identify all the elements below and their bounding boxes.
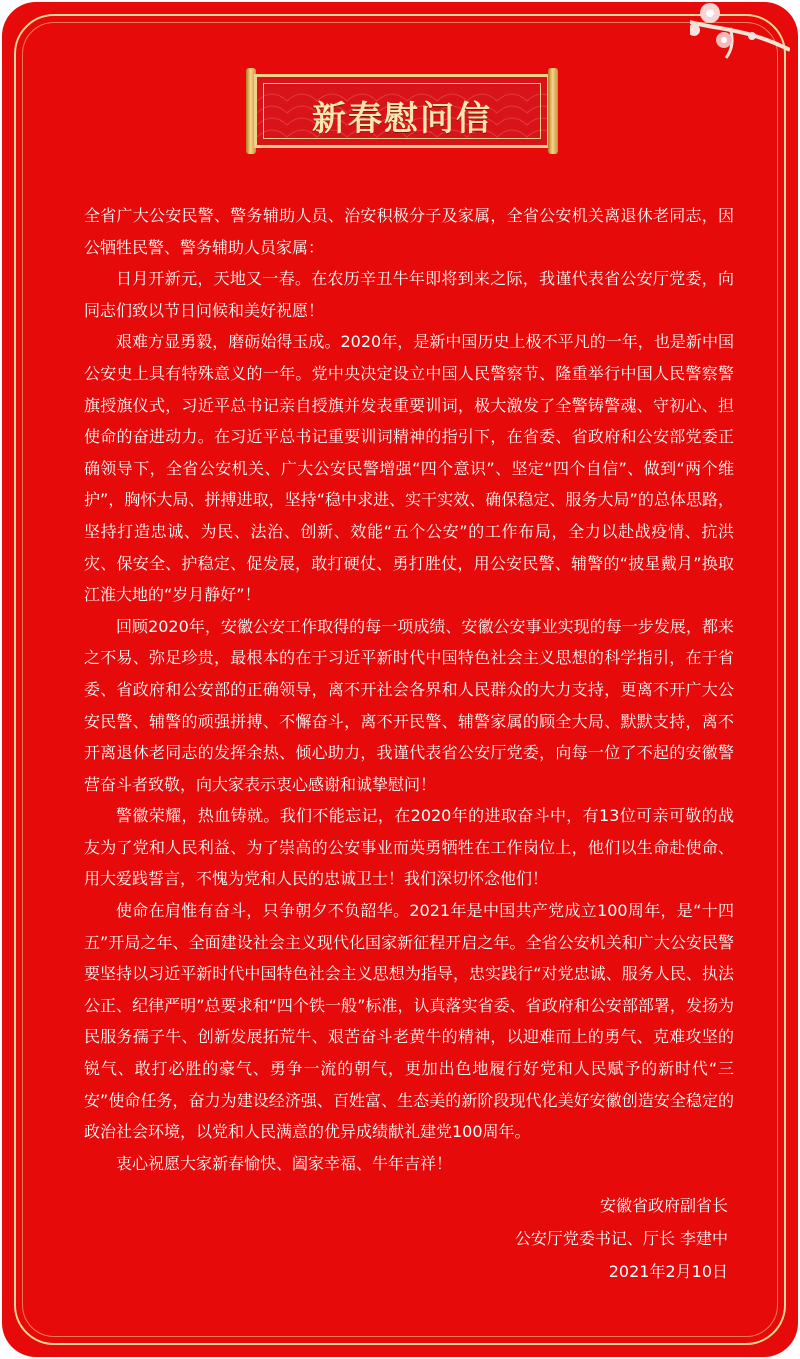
banner-title: 新春慰问信 [312,99,492,139]
paragraph: 警徽荣耀，热血铸就。我们不能忘记，在2020年的进取奋斗中，有13位可亲可敬的战友为了党和人民利益、为了崇高的公安事业而英勇牺牲在工作岗位上，他们以生命赴使命、用大爱践誓言，不愧为党和人民的忠诚卫士！我们深切怀念他们！ [84,806,734,889]
paragraph: 日月开新元，天地又一春。在农历辛丑牛年即将到来之际，我谨代表省公安厅党委，向同志们致以节日问候和美好祝愿！ [84,269,734,320]
closing-wish: 衷心祝愿大家新春愉快、阖家幸福、牛年吉祥！ [116,1153,453,1173]
salutation: 全省广大公安民警、警务辅助人员、治安积极分子及家属，全省公安机关离退休老同志，因公牺牲民警、警务辅助人员家属： [84,206,734,257]
paragraph: 艰难方显勇毅，磨砺始得玉成。2020年，是新中国历史上极不平凡的一年，也是新中国公安史上具有特殊意义的一年。党中央决定设立中国人民警察节、隆重举行中国人民警察警旗授旗仪式，习近平总书记亲自授旗并发表重要训词，极大激发了全警铸警魂、守初心、担使命的奋进动力。在习近平总书记重要训词精神的指引下，在省委、省政府和公安部党委正确领导下，全省公安机关、广大公安民警增强“四个意识”、坚定“四个自信”、做到“两个维护”，胸怀大局、拼搏进取，坚持“稳中求进、实干实效、确保稳定、服务大局”的总体思路，坚持打造忠诚、为民、法治、创新、效能“五个公安”的工作布局，全力以赴战疫情、抗洪灾、保安全、护稳定、促发展，敢打硬仗、勇打胜仗，用公安民警、辅警的“披星戴月”换取江淮大地的“岁月静好”！ [84,332,734,605]
signature-date: 2021年2月10日 [608,1262,728,1281]
paragraph: 回顾2020年，安徽公安工作取得的每一项成绩、安徽公安事业实现的每一步发展，都来之不易、弥足珍贵，最根本的在于习近平新时代中国特色社会主义思想的科学指引，在于省委、省政府和公安部的正确领导，离不开社会各界和人民群众的大力支持，更离不开广大公安民警、辅警的顽强拼搏、不懈奋斗，离不开民警、辅警家属的顾全大局、默默支持，离不开离退休老同志的发挥余热、倾心助力，我谨代表省公安厅党委，向每一位了不起的安徽警营奋斗者致敬，向大家表示衷心感谢和诚挚慰问！ [84,616,734,794]
banner-body [254,74,550,148]
signature-title: 安徽省政府副省长 [599,1196,728,1215]
paragraph: 使命在肩惟有奋斗，只争朝夕不负韶华。2021年是中国共产党成立100周年，是“十四五”开局之年、全面建设社会主义现代化国家新征程开启之年。全省公安机关和广大公安民警要坚持以习近平新时代中国特色社会主义思想为指导，忠实践行“对党忠诚、服务人民、执法公正、纪律严明”总要求和“四个铁一般”标准，认真落实省委、省政府和公安部部署，发扬为民服务孺子牛、创新发展拓荒牛、艰苦奋斗老黄牛的精神，以迎难而上的勇气、克难攻坚的锐气、敢打必胜的豪气、勇争一流的朝气，更加出色地履行好党和人民赋予的新时代“三安”使命任务，奋力为建设经济强、百姓富、生态美的新阶段现代化美好安徽创造安全稳定的政治社会环境，以党和人民满意的优异成绩献礼建党100周年。 [84,901,734,1142]
plum-blossom-icon [690,0,790,70]
letter-body [84,200,734,1179]
title-banner [246,66,558,156]
scroll-roller-right [548,68,558,154]
signature-name: 公安厅党委书记、厅长 李建中 [514,1229,728,1248]
